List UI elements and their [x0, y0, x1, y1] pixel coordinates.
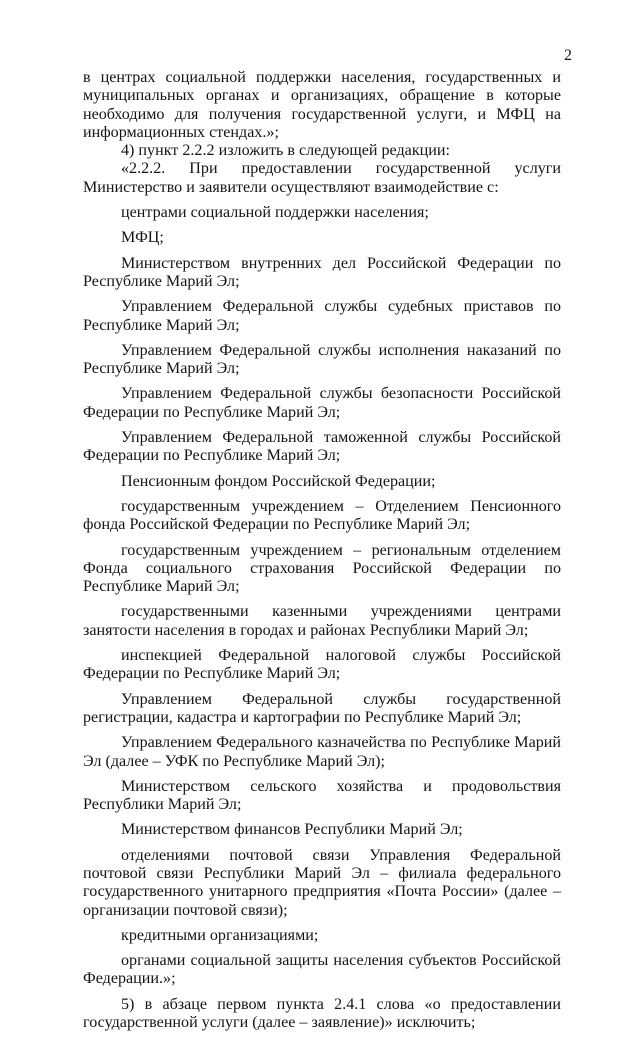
paragraph: Министерством внутренних дел Российской Федерации по Республике Марий Эл; — [83, 254, 561, 290]
paragraph: Управлением Федеральной службы судебных приставов по Республике Марий Эл; — [83, 298, 561, 334]
paragraph: кредитными организациями; — [121, 926, 319, 944]
paragraph: государственным учреждением – региональным отделением Фонда социального страхования Российской Федерации по Республике Марий Эл; — [83, 541, 561, 596]
paragraph: Министерством сельского хозяйства и продовольствия Республики Марий Эл; — [83, 777, 561, 814]
paragraph: Управлением Федеральной службы безопасности Российской Федерации по Республике Марий Эл; — [83, 385, 561, 421]
paragraph: Министерством финансов Республики Марий Эл; — [121, 821, 463, 839]
paragraph: в центрах социальной поддержки населения, государственных и муниципальных органах и организациях, обращение в которые необходимо для получения государственной услуги, и МФЦ на информационных стендах.»; — [83, 69, 561, 141]
paragraph: Управлением Федеральной службы исполнения наказаний по Республике Марий Эл; — [83, 341, 561, 378]
paragraph: центрами социальной поддержки населения; — [121, 204, 429, 222]
paragraph: Управлением Федеральной таможенной службы Российской Федерации по Республике Марий Эл; — [83, 429, 561, 465]
paragraph: инспекцией Федеральной налоговой службы Российской Федерации по Республике Марий Эл; — [83, 647, 561, 683]
paragraph: МФЦ; — [121, 229, 164, 247]
paragraph: «2.2.2. При предоставлении государственной услуги Министерство и заявители осуществляют взаимодействие с: — [83, 160, 561, 196]
document-body — [83, 69, 561, 1039]
paragraph: 5) в абзаце первом пункта 2.4.1 слова «о предоставлении государственной услуги (далее – заявление)» исключить; — [83, 995, 561, 1032]
paragraph: Пенсионным фондом Российской Федерации; — [121, 472, 436, 490]
paragraph: органами социальной защиты населения субъектов Российской Федерации.»; — [83, 952, 561, 988]
paragraph: государственными казенными учреждениями центрами занятости населения в городах и районах Республики Марий Эл; — [83, 603, 561, 639]
paragraph: 4) пункт 2.2.2 изложить в следующей редакции: — [121, 142, 450, 160]
paragraph: отделениями почтовой связи Управления Федеральной почтовой связи Республики Марий Эл – филиала федерального государственного унитарного предприятия «Почта России» (далее – организации почтовой связи); — [83, 846, 561, 919]
page-number: 2 — [564, 47, 572, 64]
paragraph: Управлением Федеральной службы государственной регистрации, кадастра и картографии по Республике Марий Эл; — [83, 690, 561, 726]
paragraph: Управлением Федерального казначейства по Республике Марий Эл (далее – УФК по Республике Марий Эл); — [83, 734, 561, 770]
paragraph: государственным учреждением – Отделением Пенсионного фонда Российской Федерации по Республике Марий Эл; — [83, 497, 561, 534]
